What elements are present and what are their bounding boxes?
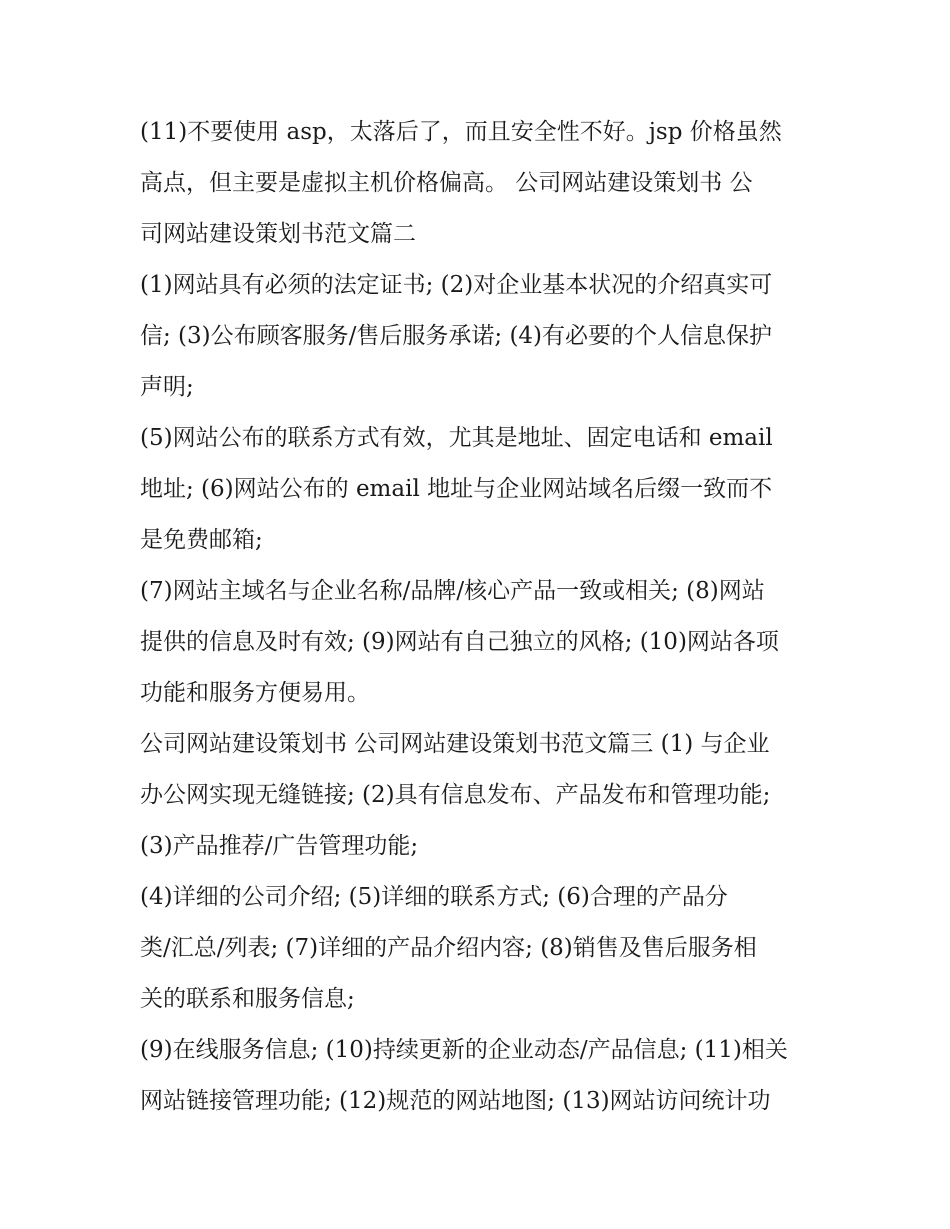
text-line: 功能和服务方便易用。 — [140, 680, 370, 706]
text-line: 网站链接管理功能; (12)规范的网站地图; (13)网站访问统计功 — [140, 1088, 771, 1114]
text-line: (5)网站公布的联系方式有效，尤其是地址、固定电话和 email — [140, 425, 773, 451]
text-line: 司网站建设策划书范文篇二 — [140, 221, 416, 247]
text-line: (3)产品推荐/广告管理功能; — [140, 833, 419, 859]
text-line: 地址; (6)网站公布的 email 地址与企业网站域名后缀一致而不 — [140, 476, 773, 502]
text-line: (11)不要使用 asp，太落后了，而且安全性不好。jsp 价格虽然 — [140, 119, 782, 145]
text-line: (7)网站主域名与企业名称/品牌/核心产品一致或相关; (8)网站 — [140, 578, 765, 604]
text-line: 关的联系和服务信息; — [140, 986, 355, 1012]
text-line: (4)详细的公司介绍; (5)详细的联系方式; (6)合理的产品分 — [140, 884, 728, 910]
text-line: 声明; — [140, 374, 194, 400]
text-line: 办公网实现无缝链接; (2)具有信息发布、产品发布和管理功能; — [140, 782, 771, 808]
text-line: (1)网站具有必须的法定证书; (2)对企业基本状况的介绍真实可 — [140, 272, 773, 298]
text-line: 高点，但主要是虚拟主机价格偏高。 公司网站建设策划书 公 — [140, 170, 753, 196]
text-line: 信; (3)公布顾客服务/售后服务承诺; (4)有必要的个人信息保护 — [140, 323, 773, 349]
document-body — [140, 107, 820, 1127]
text-line: 是免费邮箱; — [140, 527, 263, 553]
text-line: 提供的信息及时有效; (9)网站有自己独立的风格; (10)网站各项 — [140, 629, 779, 655]
text-line: 类/汇总/列表; (7)详细的产品介绍内容; (8)销售及售后服务相 — [140, 935, 757, 961]
text-line: (9)在线服务信息; (10)持续更新的企业动态/产品信息; (11)相关 — [140, 1037, 788, 1063]
text-line: 公司网站建设策划书 公司网站建设策划书范文篇三 (1) 与企业 — [140, 731, 770, 757]
